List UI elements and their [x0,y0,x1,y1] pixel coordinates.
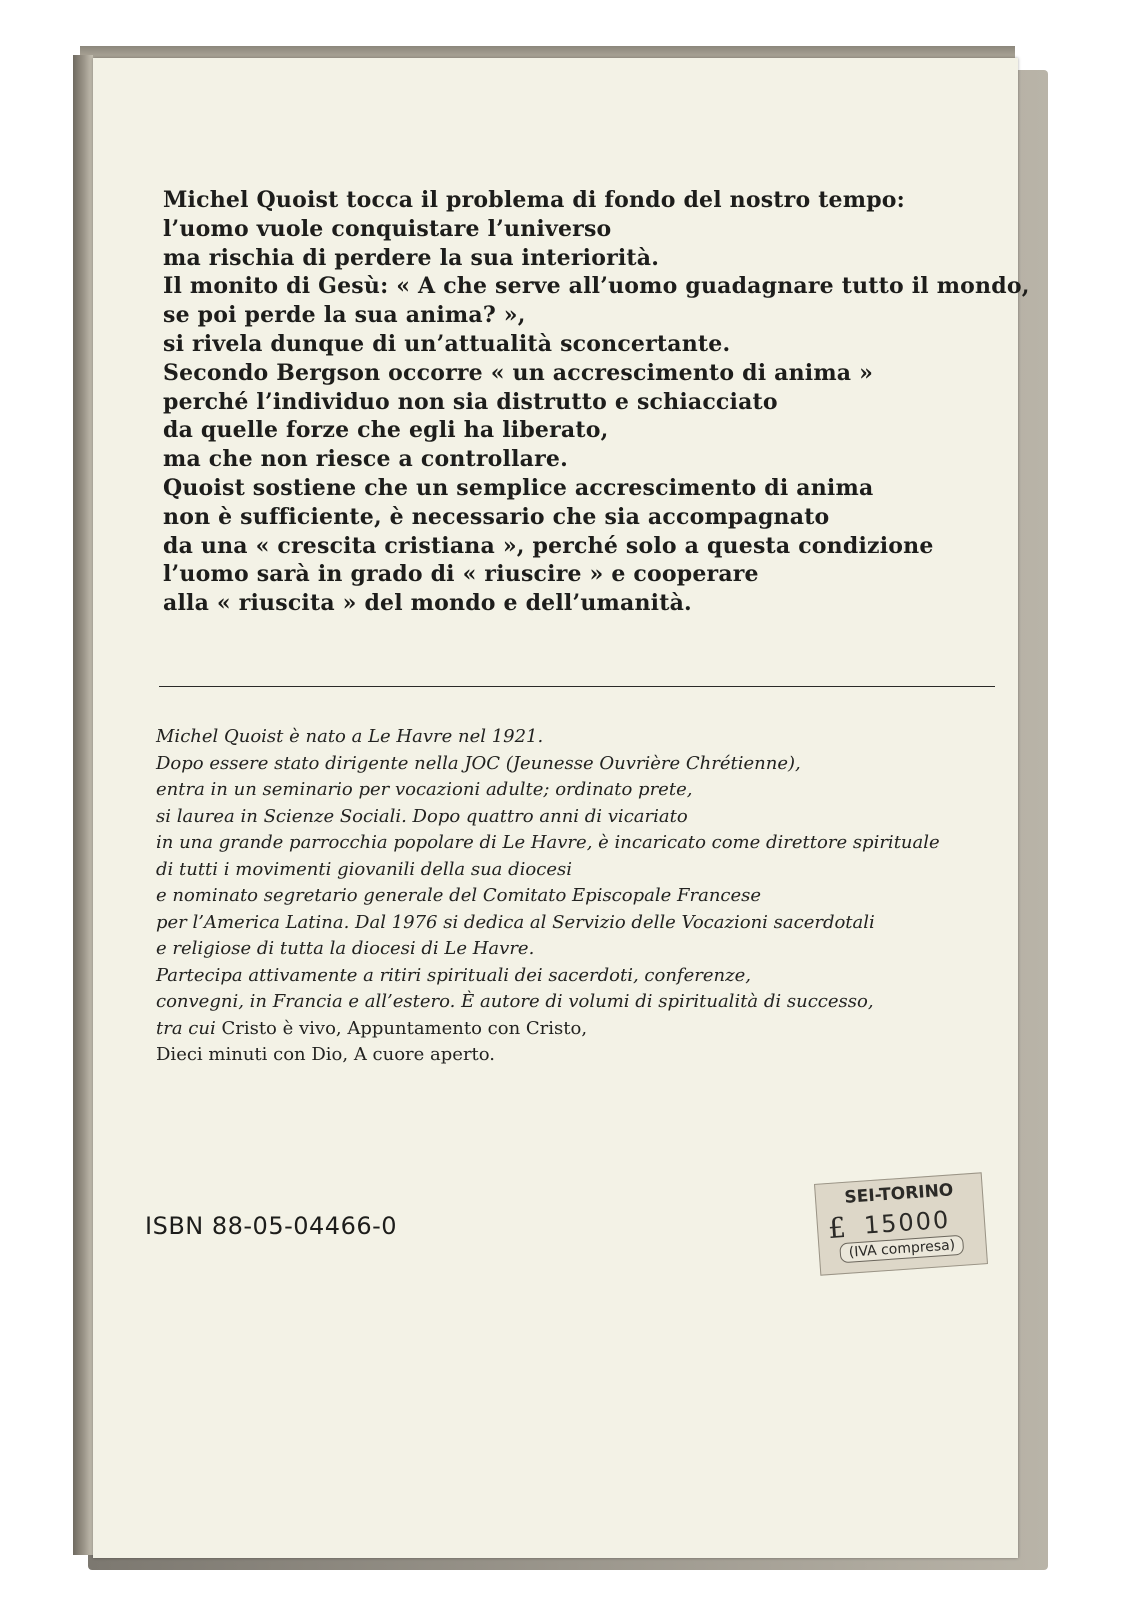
blurb-line: si rivela dunque di un’attualità sconcertante. [163,330,731,357]
blurb-line: ma rischia di perdere la sua interiorità. [163,244,660,271]
bio-line: Partecipa attivamente a ritiri spirituali dei sacerdoti, conferenze, [156,964,751,986]
blurb-line: se poi perde la sua anima? », [163,302,526,329]
bio-line: Michel Quoist è nato a Le Havre nel 1921. [156,726,544,747]
bio-line: di tutti i movimenti giovanili della sua diocesi [156,858,572,880]
price-sticker [814,1172,988,1275]
blurb-line: Il monito di Gesù: « A che serve all’uomo guadagnare tutto il mondo, [163,273,1030,300]
blurb-line: non è sufficiente, è necessario che sia accompagnato [163,503,830,530]
bio-line [156,1016,1016,1043]
book-titles: Dieci minuti con Dio, A cuore aperto. [156,1044,496,1065]
blurb-line: Secondo Bergson occorre « un accrescimento di anima » [163,359,874,386]
blurb-line: Michel Quoist tocca il problema di fondo del nostro tempo: [163,187,906,213]
sticker-price: 15000 [863,1205,952,1240]
book-titles: Cristo è vivo, Appuntamento con Cristo, [221,1017,588,1039]
bio-line: entra in un seminario per vocazioni adulte; ordinato prete, [156,779,693,800]
back-cover [93,58,1030,1558]
blurb-line: alla « riuscita » del mondo e dell’umanità. [163,590,692,617]
bio-line: Dopo essere stato dirigente nella JOC (Jeunesse Ouvrière Chrétienne), [156,752,801,774]
isbn-code: ISBN 88-05-04466-0 [145,1212,398,1240]
blurb-line: l’uomo vuole conquistare l’universo [163,215,612,242]
bio-line: convegni, in Francia e all’estero. È autore di volumi di spiritualità di successo, [156,991,874,1012]
author-bio [156,724,1016,1069]
bio-line: e nominato segretario generale del Comitato Episcopale Francese [156,885,762,906]
blurb-line: ma che non riesce a controllare. [163,446,568,473]
blurb-line: perché l’individuo non sia distrutto e schiacciato [163,388,778,415]
blurb-line: da quelle forze che egli ha liberato, [163,417,609,444]
sticker-publisher: SEI-TORINO [843,1180,954,1208]
blurb-text [163,186,1030,618]
bio-line: si laurea in Scienze Sociali. Dopo quattro anni di vicariato [156,805,688,827]
lira-icon: £ [826,1210,848,1246]
bio-lead: tra cui [156,1017,222,1039]
book-spine [73,55,93,1555]
bio-line [156,1042,1016,1069]
blurb-line: Quoist sostiene che un semplice accrescimento di anima [163,474,874,501]
blurb-line: da una « crescita cristiana », perché solo a questa condizione [163,532,934,559]
sticker-vat-note: (IVA compresa) [839,1235,965,1264]
blurb-line: l’uomo sarà in grado di « riuscire » e cooperare [163,561,759,588]
bio-line: e religiose di tutta la diocesi di Le Havre. [156,938,535,959]
section-divider [159,686,995,687]
bio-line: per l’America Latina. Dal 1976 si dedica al Servizio delle Vocazioni sacerdotali [156,911,875,933]
bio-line: in una grande parrocchia popolare di Le Havre, è incaricato come direttore spirituale [156,832,940,853]
